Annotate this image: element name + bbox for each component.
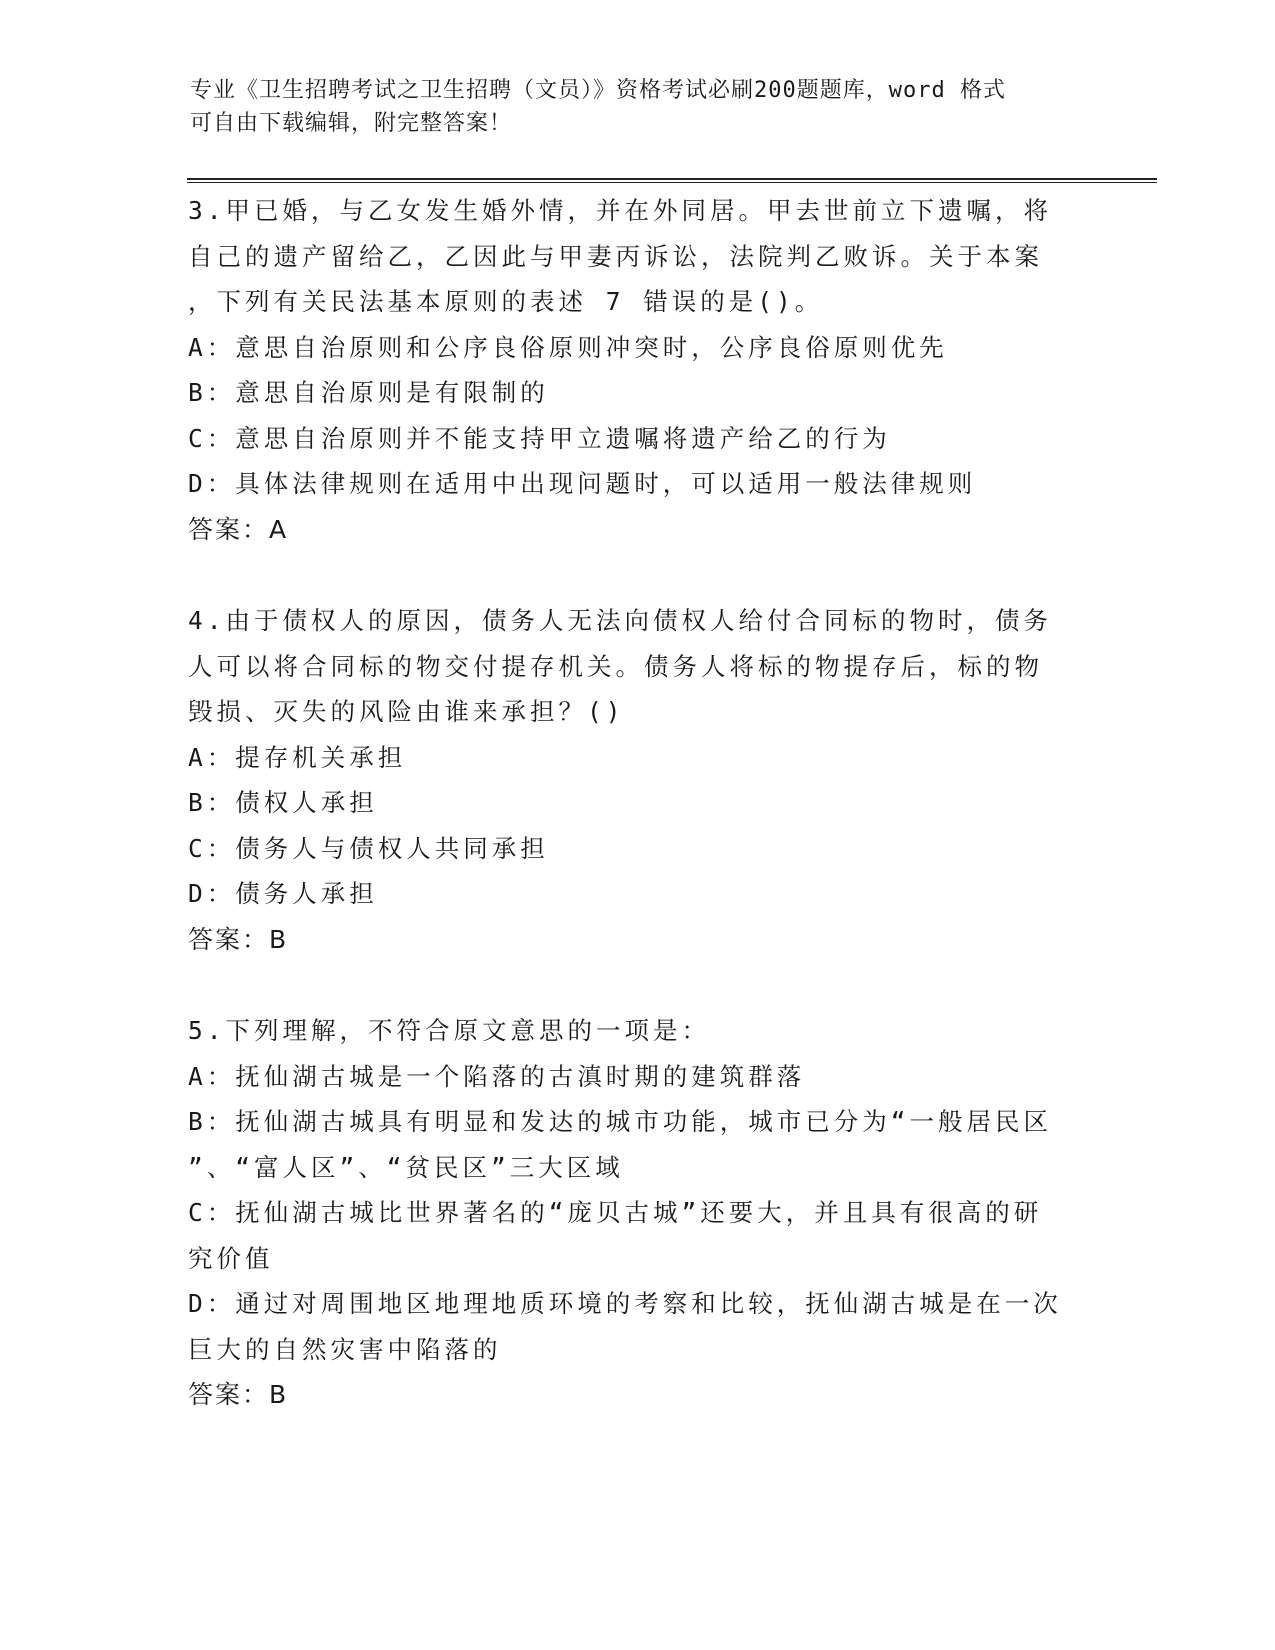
answer: 答案：A (188, 514, 289, 544)
question-3 (188, 188, 1088, 552)
option-d: D：通过对周围地区地理地质环境的考察和比较，抚仙湖古城是在一次 (188, 1289, 1062, 1318)
option-b: B：抚仙湖古城具有明显和发达的城市功能，城市已分为“一般居民区 (188, 1107, 1052, 1136)
option-a: A：抚仙湖古城是一个陷落的古滇时期的建筑群落 (188, 1061, 806, 1091)
header-divider (187, 182, 1157, 183)
option-d-continued: 巨大的自然灾害中陷落的 (188, 1334, 502, 1364)
option-a: A：提存机关承担 (188, 742, 407, 772)
question-stem: 3.甲已婚，与乙女发生婚外情，并在外同居。甲去世前立下遗嘱，将 (188, 196, 1052, 225)
option-c: C：债务人与债权人共同承担 (188, 833, 549, 863)
header-line: 可自由下载编辑，附完整答案！ (190, 111, 513, 136)
question-5 (188, 1008, 1088, 1418)
question-4 (188, 598, 1088, 962)
header-line: 专业《卫生招聘考试之卫生招聘（文员）》资格考试必刷200题题库，word 格式 (190, 78, 1006, 103)
option-b-continued: ”、“富人区”、“贫民区”三大区域 (188, 1152, 624, 1182)
option-a: A：意思自治原则和公序良俗原则冲突时，公序良俗原则优先 (188, 332, 948, 362)
option-d: D：债务人承担 (188, 879, 378, 908)
option-c-continued: 究价值 (188, 1243, 274, 1273)
answer: 答案：B (188, 924, 289, 954)
document-header (190, 74, 1070, 140)
spacer (188, 962, 1088, 1008)
question-stem: ，下列有关民法基本原则的表述 7 错误的是()。 (188, 287, 824, 316)
option-c: C：抚仙湖古城比世界著名的“庞贝古城”还要大，并且具有很高的研 (188, 1198, 1043, 1227)
header-divider (187, 178, 1157, 180)
question-stem: 5.下列理解，不符合原文意思的一项是： (188, 1016, 710, 1045)
question-stem: 人可以将合同标的物交付提存机关。债务人将标的物提存后，标的物 (188, 651, 1043, 681)
spacer (188, 552, 1088, 598)
question-stem: 自己的遗产留给乙，乙因此与甲妻丙诉讼，法院判乙败诉。关于本案 (188, 241, 1043, 271)
question-stem: 4.由于债权人的原因，债务人无法向债权人给付合同标的物时，债务 (188, 606, 1052, 635)
option-c: C：意思自治原则并不能支持甲立遗嘱将遗产给乙的行为 (188, 423, 891, 453)
question-stem: 毁损、灭失的风险由谁来承担？() (188, 697, 625, 726)
option-b: B：意思自治原则是有限制的 (188, 378, 549, 407)
option-d: D：具体法律规则在适用中出现问题时，可以适用一般法律规则 (188, 469, 977, 498)
option-b: B：债权人承担 (188, 788, 378, 817)
answer: 答案：B (188, 1380, 289, 1409)
question-list (188, 188, 1088, 1418)
